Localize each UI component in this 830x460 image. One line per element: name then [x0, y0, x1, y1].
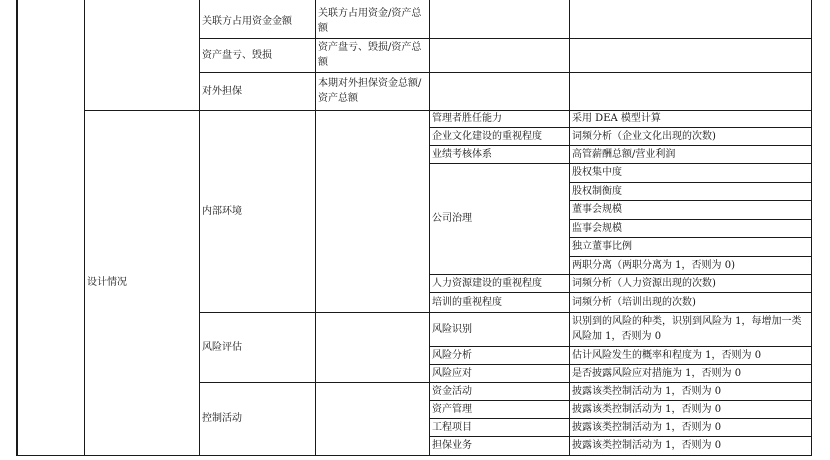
- measure-cell: 是否披露风险应对措施为 1，否则为 0: [572, 367, 742, 379]
- table-cell: 资产盘亏、毁损: [202, 49, 272, 61]
- measure-cell: 披露该类控制活动为 1，否则为 0: [572, 440, 722, 451]
- table-cell: 对外担保: [202, 85, 242, 97]
- section-label: 设计情况: [87, 277, 127, 288]
- table-cell: 关联方占用资金/资产总额: [318, 8, 422, 34]
- table-cell: 关联方占用资金金额: [202, 15, 292, 27]
- grid-line: [16, 455, 812, 456]
- measure-cell: 独立董事比例: [572, 241, 632, 252]
- measure-cell: 采用 DEA 模型计算: [572, 113, 661, 124]
- indicator-cell: 担保业务: [432, 440, 472, 451]
- indicator-cell: 公司治理: [432, 213, 472, 224]
- measure-cell: 词频分析（人力资源出现的次数): [572, 277, 716, 289]
- measure-cell: 词频分析（培训出现的次数): [572, 296, 696, 308]
- group-label: 内部环境: [202, 205, 242, 217]
- measure-cell: 董事会规模: [572, 204, 622, 215]
- indicator-cell: 工程项目: [432, 421, 472, 433]
- table-cell: 本期对外担保资金总额/资产总额: [318, 78, 422, 104]
- measure-cell: 两职分离（两职分离为 1，否则为 0): [572, 259, 735, 271]
- grid-line: [16, 0, 18, 456]
- indicator-cell: 风险识别: [432, 323, 472, 335]
- indicator-cell: 管理者胜任能力: [432, 113, 502, 124]
- group-label: 风险评估: [202, 341, 242, 353]
- measure-cell: 词频分析（企业文化出现的次数): [572, 130, 716, 142]
- measure-cell: 监事会规模: [572, 222, 622, 234]
- indicator-cell: 风险应对: [432, 367, 472, 379]
- measure-cell: 识别到的风险的种类，识别到风险为 1，每增加一类风险加 1，否则为 0: [572, 316, 802, 342]
- measure-cell: 股权集中度: [572, 167, 622, 178]
- indicator-cell: 资金活动: [432, 385, 472, 397]
- measure-cell: 高管薪酬总额/营业利润: [572, 148, 676, 160]
- group-label: 控制活动: [202, 413, 242, 424]
- indicator-cell: 业绩考核体系: [432, 148, 492, 160]
- measure-cell: 披露该类控制活动为 1，否则为 0: [572, 403, 722, 415]
- measure-cell: 估计风险发生的概率和程度为 1，否则为 0: [572, 349, 762, 361]
- measure-cell: 股权制衡度: [572, 185, 622, 197]
- grid-line: [811, 0, 812, 456]
- table-cell: 资产盘亏、毁损/资产总额: [318, 42, 422, 68]
- indicator-cell: 企业文化建设的重视程度: [432, 130, 542, 142]
- indicator-cell: 风险分析: [432, 349, 472, 361]
- indicator-cell: 资产管理: [432, 403, 472, 415]
- indicator-cell: 人力资源建设的重视程度: [432, 277, 542, 289]
- measure-cell: 披露该类控制活动为 1，否则为 0: [572, 385, 722, 397]
- measure-cell: 披露该类控制活动为 1，否则为 0: [572, 421, 722, 433]
- indicator-cell: 培训的重视程度: [432, 296, 502, 308]
